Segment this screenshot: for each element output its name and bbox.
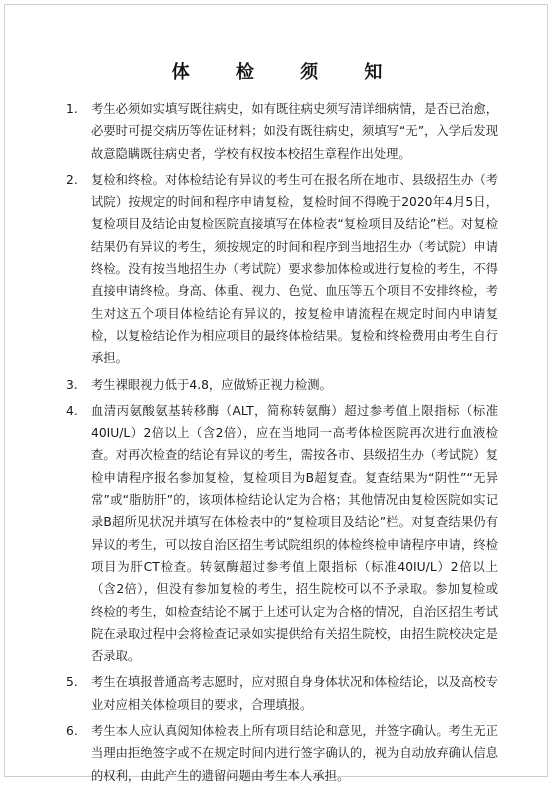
- item-text: 复检和终检。对体检结论有异议的考生可在报名所在地市、县级招生办（考试院）按规定的时间和程序申请复检，复检时间不得晚于2020年4月5日，复检项目及结论由复检医院直接填写在体检表“复检项目及结论”栏。对复检结果仍有异议的考生，须按规定的时间和程序到当地招生办（考试院）申请终检。没有按当地招生办（考试院）要求参加体检或进行复检的考生，不得直接申请终检。身高、体重、视力、色觉、血压等五个项目不安排终检，考生对这五个项目体检结论有异议的，按复检申请流程在规定时间内申请复检，以复检结论作为相应项目的最终体检结果。复检和终检费用由考生自行承担。: [91, 172, 498, 366]
- item-number: 6.: [66, 724, 78, 739]
- page-title: 体 检 须 知: [171, 62, 403, 83]
- notice-item-1: [66, 98, 498, 165]
- notice-item-4: [66, 400, 498, 668]
- item-text: 考生裸眼视力低于4.8，应做矫正视力检测。: [91, 377, 332, 392]
- notice-item-3: [66, 374, 498, 396]
- item-number: 5.: [66, 675, 78, 690]
- item-text: 考生本人应认真阅知体检表上所有项目结论和意见，并签字确认。考生无正当理由拒绝签字或不在规定时间内进行签字确认的，视为自动放弃确认信息的权利，由此产生的遗留问题由考生本人承担。: [91, 724, 498, 783]
- notice-item-6: [66, 720, 498, 787]
- notice-item-5: [66, 671, 498, 716]
- item-number: 4.: [66, 403, 78, 418]
- item-number: 3.: [66, 377, 78, 392]
- item-text: 考生在填报普通高考志愿时，应对照自身身体状况和体检结论，以及高校专业对应相关体检项目的要求，合理填报。: [91, 675, 498, 712]
- notice-item-2: [66, 169, 498, 370]
- notice-list: [66, 98, 498, 791]
- item-number: 2.: [66, 172, 78, 187]
- item-text: 考生必须如实填写既往病史，如有既往病史须写清详细病情，是否已治愈，必要时可提交病历等佐证材料；如没有既往病史，须填写“无”，入学后发现故意隐瞒既往病史者，学校有权按本校招生章程作出处理。: [91, 102, 498, 161]
- item-text: 血清丙氨酸氨基转移酶（ALT，简称转氨酶）超过参考值上限指标（标准40IU/L）2倍以上（含2倍），应在当地同一高考体检医院再次进行血液检查。对再次检查的结论有异议的考生，需按各市、县级招生办（考试院）复检申请程序报名参加复检，复检项目为B超复查。复查结果为“阴性”“无异常”或“脂肪肝”的，该项体检结论认定为合格；其他情况由复检医院如实记录B超所见状况并填写在体检表中的“复检项目及结论”栏。对复查结果仍有异议的考生，可以按自治区招生考试院组织的体检终检申请程序申请，终检项目为肝CT检查。转氨酶超过参考值上限指标（标准40IU/L）2倍以上（含2倍），但没有参加复检的考生，招生院校可以不予录取。参加复检或终检的考生，如检查结论不属于上述可认定为合格的情况，自治区招生考试院在录取过程中会将检查记录如实提供给有关招生院校，由招生院校决定是否录取。: [91, 403, 498, 664]
- item-number: 1.: [66, 102, 78, 116]
